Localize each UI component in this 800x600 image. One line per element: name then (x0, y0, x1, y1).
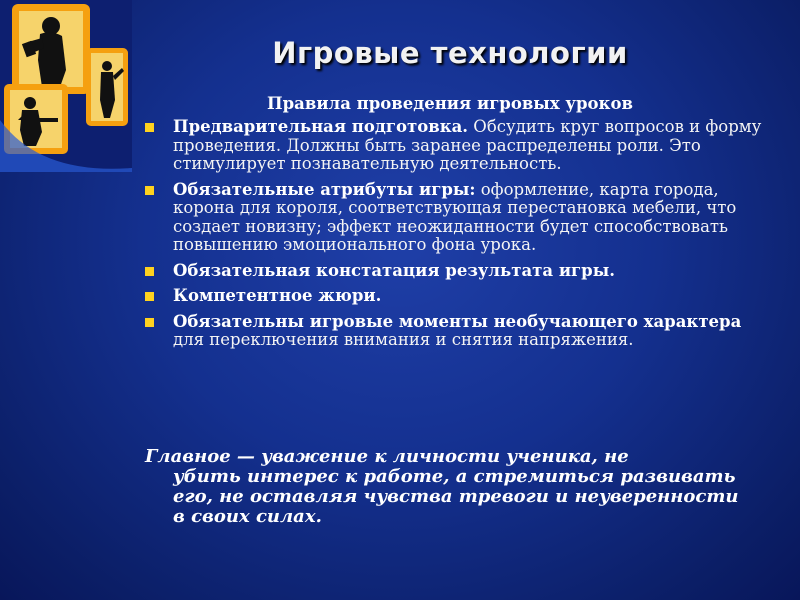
list-item: Обязательны игровые моменты необучающего характера для переключения внимания и снятия напряжения. (145, 313, 765, 350)
bullet-square-icon (145, 123, 154, 132)
bullet-square-icon (145, 318, 154, 327)
slide-subtitle: Правила проведения игровых уроков (267, 94, 633, 113)
bullet-square-icon (145, 267, 154, 276)
closing-first-line: Главное — уважение к личности ученика, не (145, 446, 629, 467)
list-item: Предварительная подготовка. Обсудить круг вопросов и форму проведения. Должны быть заранее распределены роли. Это стимулирует познавательную деятельность. (145, 118, 765, 174)
people-silhouettes-logo (0, 0, 132, 172)
list-item: Обязательная констатация результата игры. (145, 262, 765, 281)
closing-statement (145, 447, 745, 527)
bullet-square-icon (145, 186, 154, 195)
list-item: Компетентное жюри. (145, 287, 765, 306)
list-item: Обязательные атрибуты игры: оформление, карта города, корона для короля, соответствующая перестановка мебели, что создает новизну; эффект неожиданности будет способствовать повышению эмоционального фона урока. (145, 181, 765, 255)
bullet-square-icon (145, 292, 154, 301)
rules-list (145, 118, 765, 357)
closing-rest: убить интерес к работе, а стремиться развивать его, не оставляя чувства тревоги и неуверенности в своих силах. (173, 466, 739, 527)
slide-title: Игровые технологии (272, 36, 628, 70)
